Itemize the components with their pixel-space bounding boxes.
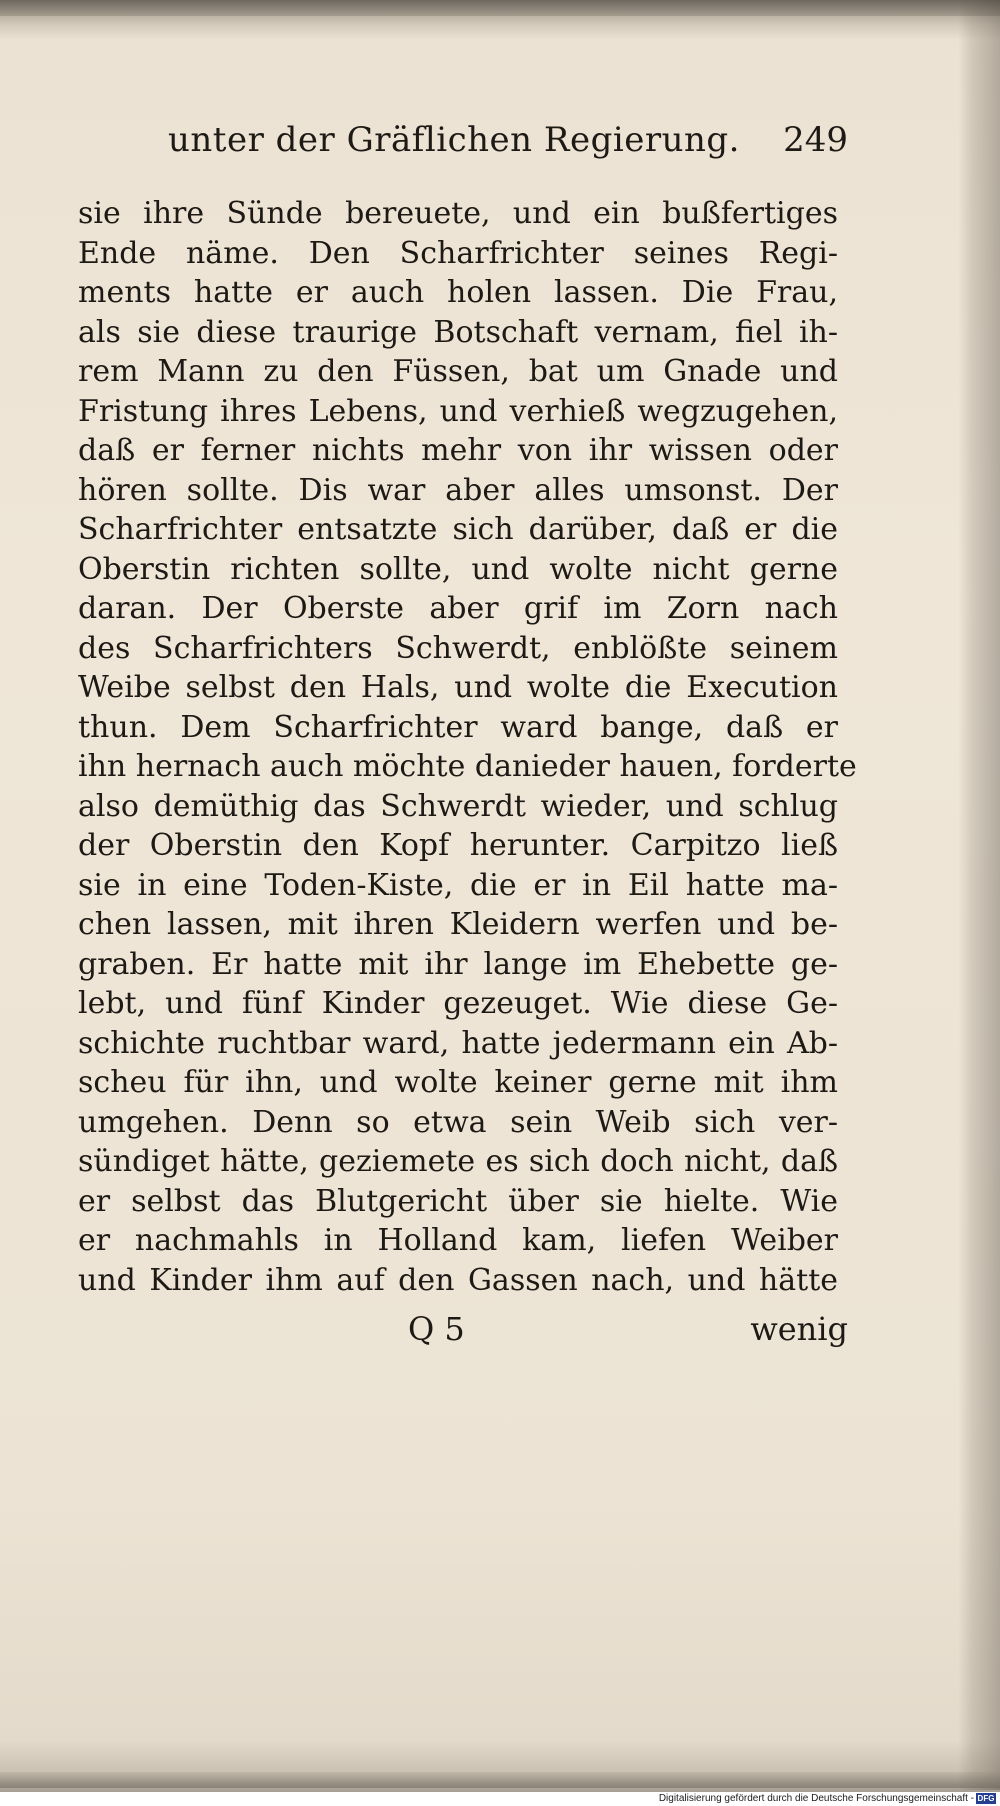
digitization-credit-text: Digitalisierung gefördert durch die Deutsche Forschungsgemeinschaft - [658, 1793, 974, 1804]
running-head-title: unter der Gräflichen Regierung. [168, 120, 740, 160]
text-line: rem Mann zu den Füssen, bat um Gnade und [78, 354, 838, 389]
text-line: Scharfrichter entsatzte sich darüber, daß er die [78, 512, 838, 547]
text-line: sie in eine Toden-Kiste, die er in Eil hatte ma- [78, 867, 838, 903]
text-line: als sie diese traurige Botschaft vernam, fiel ih- [78, 314, 838, 350]
digitization-credit-bar [0, 1792, 1000, 1806]
text-line: Ende näme. Den Scharfrichter seines Regi- [78, 235, 838, 271]
text-line: und Kinder ihm auf den Gassen nach, und hätte [78, 1262, 838, 1298]
text-line: schichte ruchtbar ward, hatte jedermann ein Ab- [78, 1025, 838, 1061]
text-line: also demüthig das Schwerdt wieder, und schlug [78, 788, 838, 824]
text-line: er nachmahls in Holland kam, liefen Weiber [78, 1223, 838, 1258]
text-line: hören sollte. Dis war aber alles umsonst. Der [78, 472, 838, 508]
text-line: des Scharfrichters Schwerdt, enblößte seinem [78, 630, 838, 666]
text-line: lebt, und fünf Kinder gezeuget. Wie diese Ge- [78, 986, 838, 1021]
text-line: ihn hernach auch möchte danieder hauen, forderte [78, 749, 857, 784]
text-line: chen lassen, mit ihren Kleidern werfen und be- [78, 907, 838, 942]
catchword: wenig [750, 1310, 848, 1348]
running-head [58, 110, 848, 170]
signature-mark: Q 5 [408, 1310, 465, 1348]
text-line: sündiget hätte, geziemete es sich doch nicht, daß [78, 1144, 838, 1179]
text-line: Fristung ihres Lebens, und verhieß wegzugehen, [78, 393, 838, 429]
text-line: graben. Er hatte mit ihr lange im Ehebette ge- [78, 946, 838, 982]
text-line: er selbst das Blutgericht über sie hielte. Wie [78, 1183, 838, 1219]
text-line: scheu für ihn, und wolte keiner gerne mit ihm [78, 1065, 838, 1100]
text-line: thun. Dem Scharfrichter ward bange, daß er [78, 709, 838, 745]
text-line: Weibe selbst den Hals, und wolte die Execution [78, 670, 838, 705]
page-top-edge [0, 0, 1000, 16]
page-content [58, 110, 857, 1354]
text-line: daß er ferner nichts mehr von ihr wissen oder [78, 433, 838, 468]
text-line: sie ihre Sünde bereuete, und ein bußfertiges [78, 196, 838, 231]
text-line: der Oberstin den Kopf herunter. Carpitzo ließ [78, 828, 838, 863]
page-number: 249 [783, 120, 848, 160]
text-line: Oberstin richten sollte, und wolte nicht gerne [78, 551, 838, 587]
dfg-logo: DFG [977, 1794, 995, 1803]
page-bottom-edge [0, 1772, 1000, 1788]
page-footer [58, 1304, 848, 1354]
text-line: umgehen. Denn so etwa sein Weib sich ver- [78, 1104, 838, 1140]
page-right-edge-shadow [958, 0, 1000, 1790]
body-text [58, 194, 857, 1300]
text-line: ments hatte er auch holen lassen. Die Frau, [78, 275, 838, 310]
text-line: daran. Der Oberste aber grif im Zorn nach [78, 591, 838, 626]
